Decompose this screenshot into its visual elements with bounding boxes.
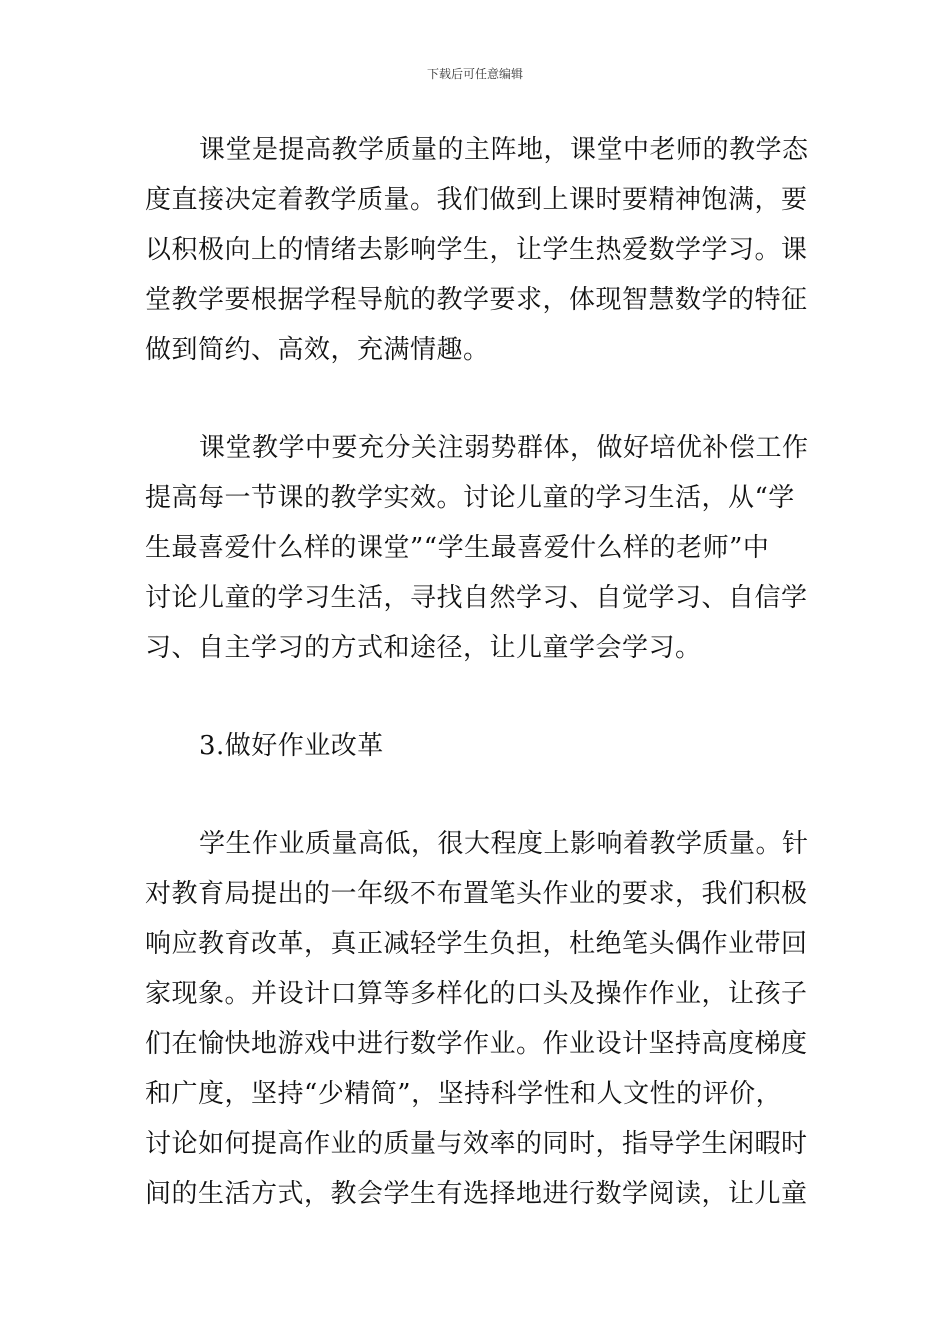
text-line: 堂教学要根据学程导航的教学要求，体现智慧数学的特征 bbox=[145, 285, 808, 315]
text-line: 家现象。并设计口算等多样化的口头及操作作业，让孩子 bbox=[145, 979, 808, 1009]
text-line: 讨论如何提高作业的质量与效率的同时，指导学生闲暇时 bbox=[145, 1129, 808, 1159]
section-heading-homework-reform bbox=[145, 721, 810, 771]
section-heading: 3.做好作业改革 bbox=[199, 731, 384, 761]
paragraph-homework-quality bbox=[145, 819, 810, 1219]
text-line: 做到简约、高效，充满情趣。 bbox=[145, 335, 490, 365]
paragraph-classroom-quality bbox=[145, 125, 810, 375]
text-line: 间的生活方式，教会学生有选择地进行数学阅读，让儿童 bbox=[145, 1179, 808, 1209]
paragraph-weak-groups bbox=[145, 423, 810, 673]
text-line: 讨论儿童的学习生活，寻找自然学习、自觉学习、自信学 bbox=[145, 583, 808, 613]
text-line: 课堂是提高教学质量的主阵地，课堂中老师的教学态 bbox=[199, 135, 809, 165]
page-header: 下载后可任意编辑 bbox=[426, 67, 523, 81]
text-line: 生最喜爱什么样的课堂”“学生最喜爱什么样的老师”中 bbox=[145, 533, 770, 563]
text-line: 课堂教学中要充分关注弱势群体，做好培优补偿工作 bbox=[199, 433, 809, 463]
text-line: 习、自主学习的方式和途径，让儿童学会学习。 bbox=[145, 633, 702, 663]
text-line: 响应教育改革，真正减轻学生负担，杜绝笔头偶作业带回 bbox=[145, 929, 808, 959]
text-line: 提高每一节课的教学实效。讨论儿童的学习生活，从“学 bbox=[145, 483, 795, 513]
text-line: 学生作业质量高低，很大程度上影响着教学质量。针 bbox=[199, 829, 809, 859]
text-line: 们在愉快地游戏中进行数学作业。作业设计坚持高度梯度 bbox=[145, 1029, 808, 1059]
text-line: 度直接决定着教学质量。我们做到上课时要精神饱满，要 bbox=[145, 185, 808, 215]
text-line: 以积极向上的情绪去影响学生，让学生热爱数学学习。课 bbox=[145, 235, 808, 265]
text-line: 和广度，坚持“少精简”，坚持科学性和人文性的评价， bbox=[145, 1079, 783, 1109]
text-line: 对教育局提出的一年级不布置笔头作业的要求，我们积极 bbox=[145, 879, 808, 909]
